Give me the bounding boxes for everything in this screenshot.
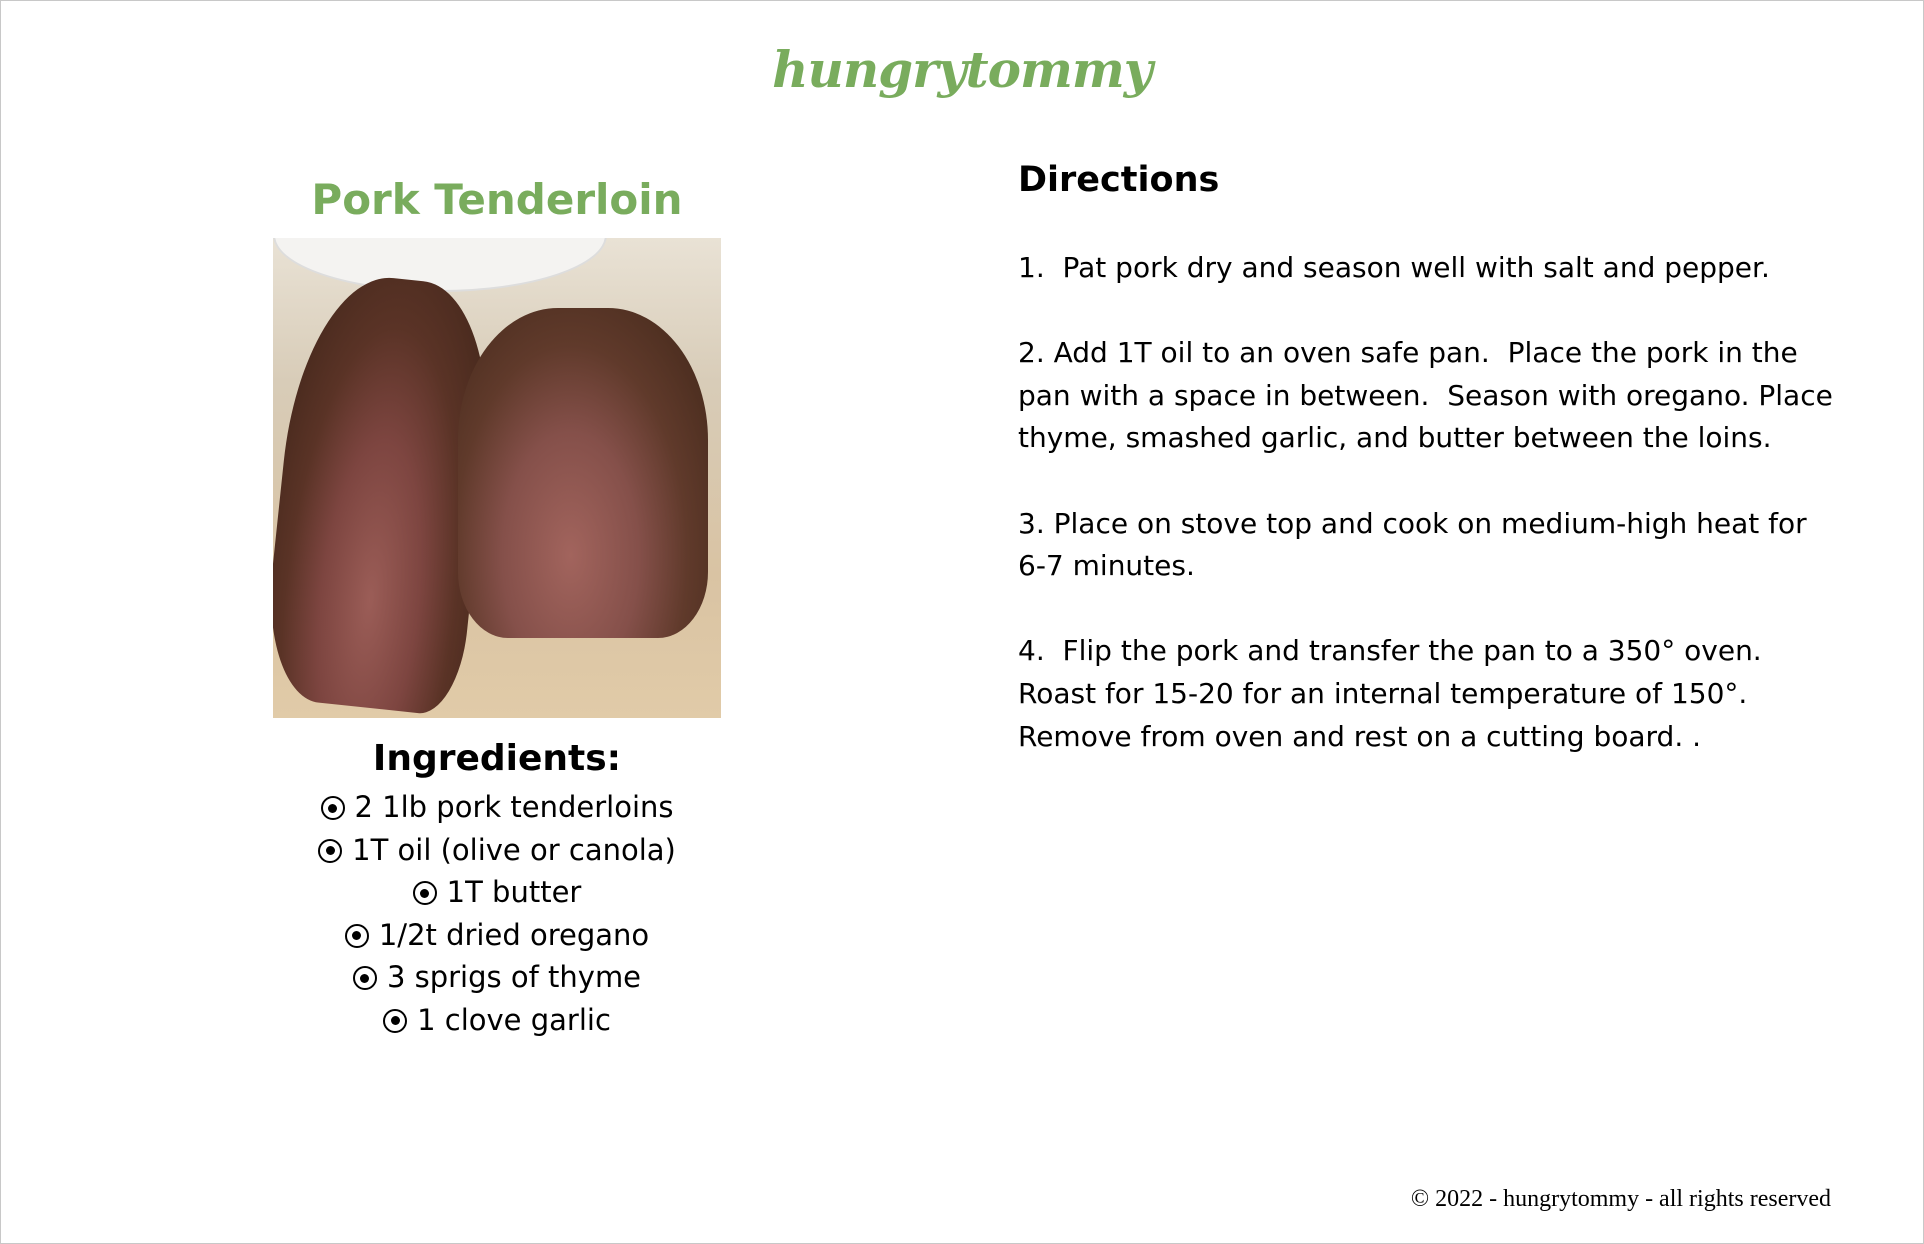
ingredient-item (200, 786, 794, 829)
ingredient-item (200, 999, 794, 1042)
ingredient-text: 1/2t dried oregano (378, 917, 650, 952)
ingredients-heading: Ingredients: (372, 738, 622, 779)
tenderloin-right (458, 308, 708, 638)
directions-heading: Directions (1018, 160, 1220, 200)
direction-step: 2. Add 1T oil to an oven safe pan. Place the pork in the pan with a space in between. Season with oregano. Place thyme, smashed garlic, and butter between the loins. (1018, 336, 1842, 455)
ingredient-text: 1T butter (446, 875, 582, 910)
radio-bullet-icon (353, 966, 377, 990)
ingredients-list (200, 786, 794, 1042)
ingredient-item (200, 956, 794, 999)
site-logo[interactable]: hungrytommy (772, 40, 1152, 99)
ingredient-text: 1 clove garlic (417, 1002, 611, 1037)
ingredient-item (200, 829, 794, 872)
radio-bullet-icon (413, 881, 437, 905)
radio-bullet-icon (321, 796, 345, 820)
ingredient-item (200, 914, 794, 957)
ingredient-text: 1T oil (olive or canola) (352, 832, 676, 867)
radio-bullet-icon (383, 1009, 407, 1033)
ingredient-item (200, 871, 794, 914)
direction-step: 4. Flip the pork and transfer the pan to a 350° oven. Roast for 15-20 for an internal temperature of 150°. Remove from oven and rest on a cutting board. . (1018, 634, 1771, 753)
direction-step: 1. Pat pork dry and season well with salt and pepper. (1018, 251, 1770, 284)
copyright-footer: © 2022 - hungrytommy - all rights reserved (1410, 1186, 1831, 1212)
radio-bullet-icon (345, 924, 369, 948)
recipe-card (200, 170, 794, 1042)
recipe-photo (273, 238, 721, 718)
directions-section (1018, 155, 1842, 801)
direction-step: 3. Place on stove top and cook on medium-high heat for 6-7 minutes. (1018, 506, 1816, 583)
radio-bullet-icon (318, 839, 342, 863)
ingredient-text: 2 1lb pork tenderloins (354, 790, 674, 824)
recipe-title: Pork Tenderloin (311, 175, 683, 224)
plate (273, 238, 607, 292)
ingredient-text: 3 sprigs of thyme (386, 960, 642, 995)
